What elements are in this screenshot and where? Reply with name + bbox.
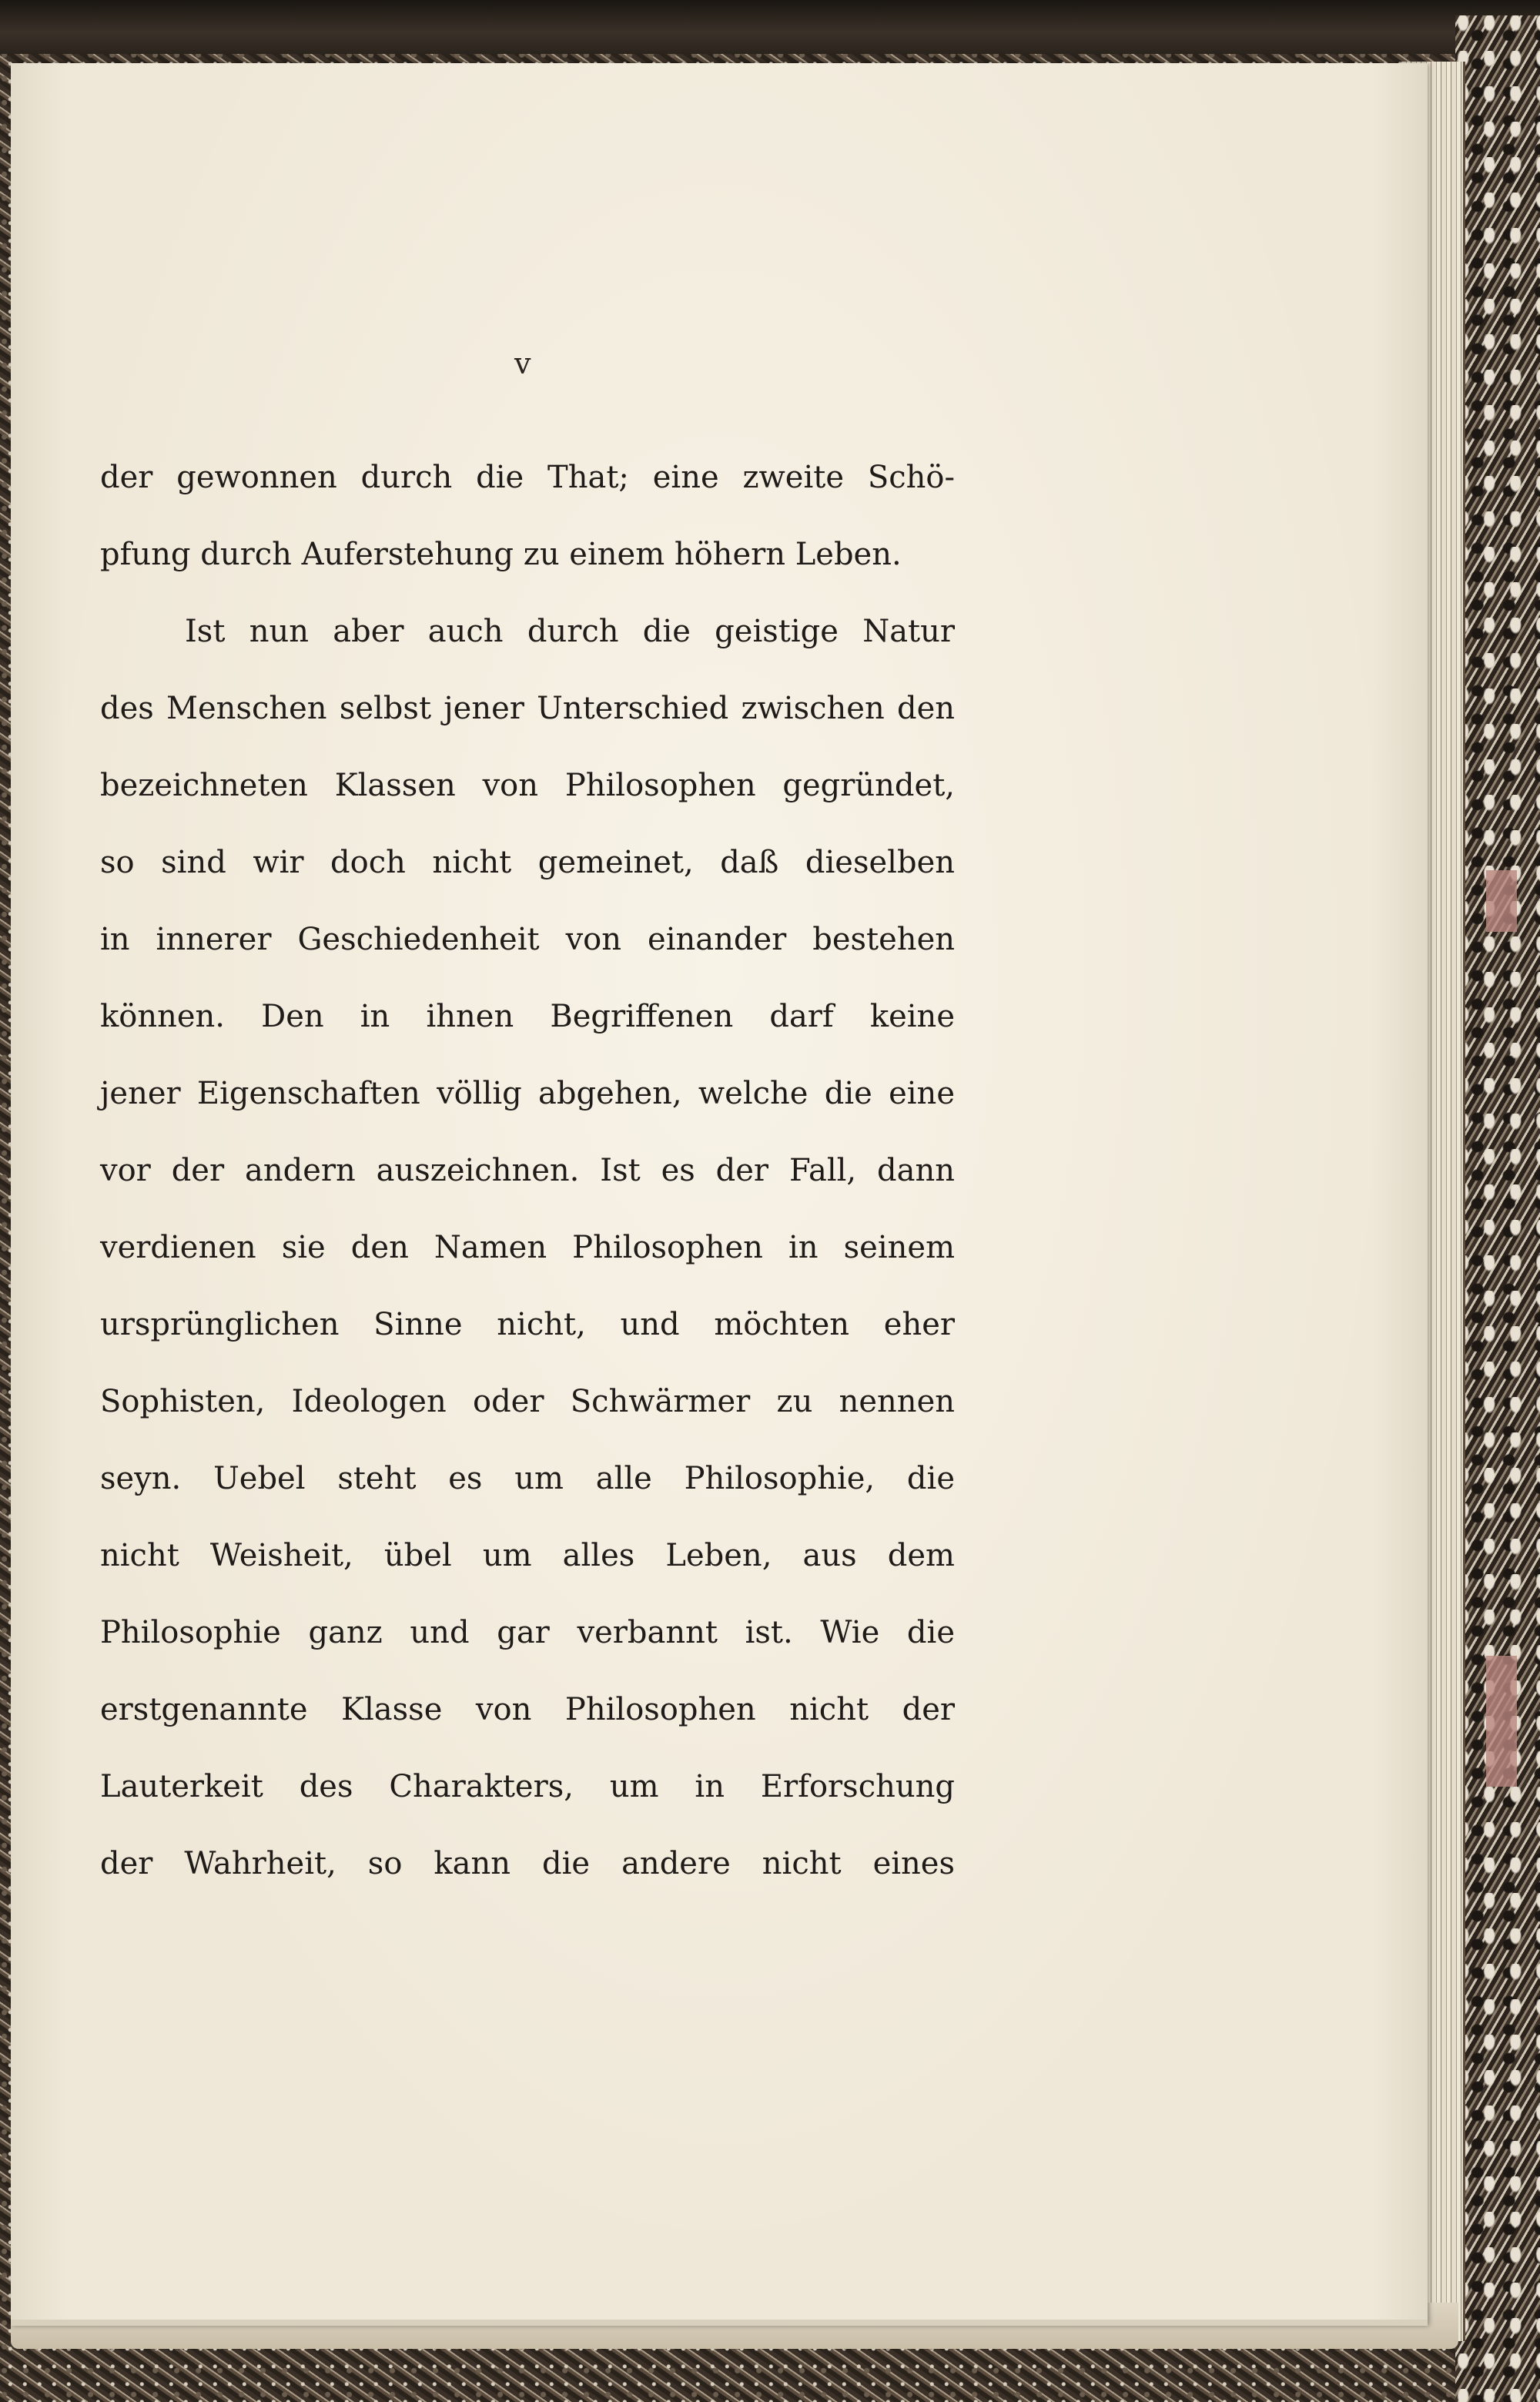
text-line: jener Eigenschaften völlig abgehen, welche die eine: [100, 1076, 955, 1111]
text-line: nicht Weisheit, übel um alles Leben, aus dem: [100, 1538, 955, 1573]
text-line: verdienen sie den Namen Philosophen in seinem: [100, 1230, 955, 1265]
text-line: vor der andern auszeichnen. Ist es der Fall, dann: [100, 1153, 955, 1188]
text-line: in innerer Geschiedenheit von einander bestehen: [100, 922, 955, 957]
text-line: erstgenannte Klasse von Philosophen nicht der: [100, 1692, 955, 1727]
text-line: des Menschen selbst jener Unterschied zwischen den: [100, 691, 955, 726]
text-line: Ist nun aber auch durch die geistige Natur: [185, 614, 955, 649]
text-line: Lauterkeit des Charakters, um in Erforschung: [100, 1769, 955, 1804]
text-line: so sind wir doch nicht gemeinet, daß dieselben: [100, 845, 955, 880]
text-line: Sophisten, Ideologen oder Schwärmer zu nennen: [100, 1384, 955, 1419]
text-line: seyn. Uebel steht es um alle Philosophie, die: [100, 1461, 955, 1496]
book-board-edge: [0, 0, 1540, 54]
marble-pink-patch: [1486, 870, 1517, 932]
text-line: können. Den in ihnen Begriffenen darf keine: [100, 999, 955, 1034]
page-number: v: [514, 347, 532, 380]
marble-pink-patch: [1486, 1656, 1517, 1787]
text-line: ursprünglichen Sinne nicht, und möchten eher: [100, 1307, 955, 1342]
text-line: der gewonnen durch die That; eine zweite Schö-: [100, 460, 955, 495]
body-text: [100, 439, 955, 1902]
text-line: pfung durch Auferstehung zu einem höhern Leben.: [100, 537, 902, 572]
text-line: Philosophie ganz und gar verbannt ist. Wie die: [100, 1615, 955, 1650]
text-line: bezeichneten Klassen von Philosophen gegründet,: [100, 768, 955, 803]
text-line: der Wahrheit, so kann die andere nicht eines: [100, 1846, 955, 1881]
marbled-cover: [1455, 15, 1540, 2402]
